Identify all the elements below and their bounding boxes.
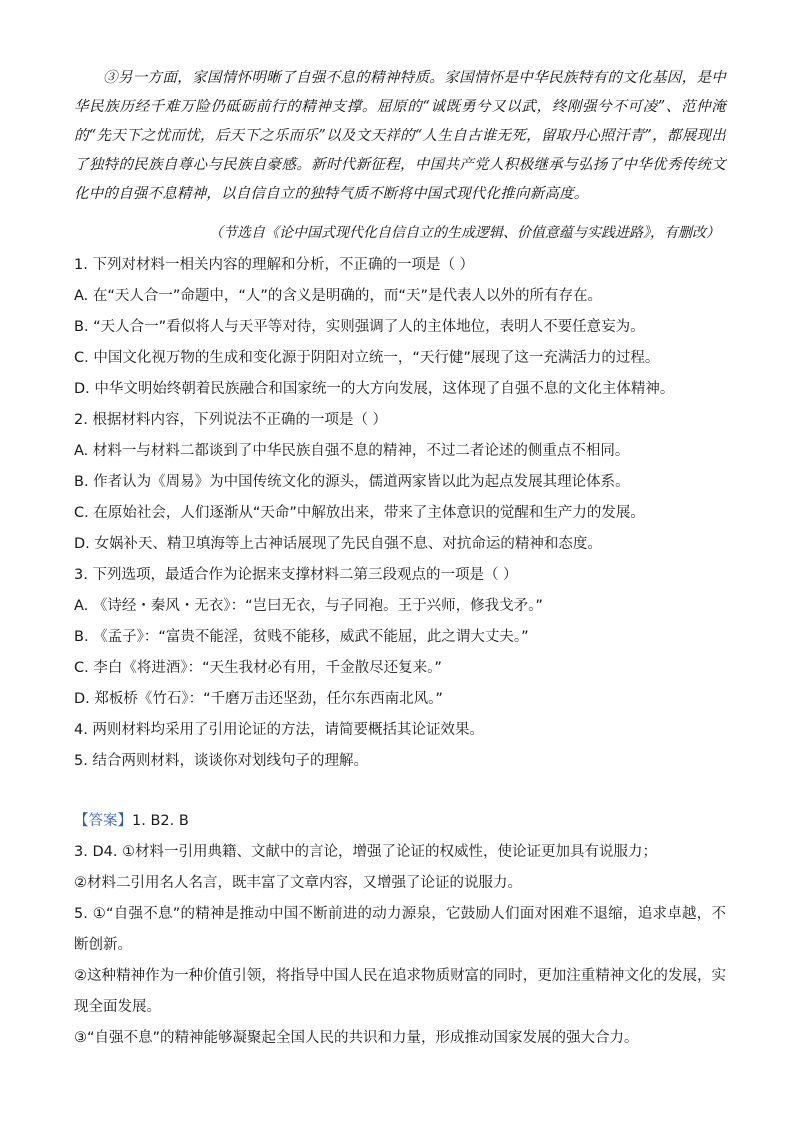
question-3-option-a: A. 《诗经・秦风・无衣》：“岂曰无衣，与子同袍。王于兴师，修我戈矛。” xyxy=(74,598,543,614)
answer-q4-point-2: ②材料二引用名人名言，既丰富了文章内容，又增强了论证的说服力。 xyxy=(74,875,522,891)
question-3-option-c: C. 李白《将进酒》：“天生我材必有用，千金散尽还复来。” xyxy=(74,660,442,676)
question-list xyxy=(74,250,726,777)
answer-q5-point-3: ③“自强不息”的精神能够凝聚起全国人民的共识和力量，形成推动国家发展的强大合力。 xyxy=(74,1030,639,1046)
question-1-stem: 1. 下列对材料一相关内容的理解和分析，不正确的一项是（ ） xyxy=(74,257,475,273)
question-5-stem: 5. 结合两则材料，谈谈你对划线句子的理解。 xyxy=(74,753,368,769)
question-1-option-a: A. 在“天人合一”命题中，“人”的含义是明确的，而“天”是代表人以外的所有存在。 xyxy=(74,288,602,304)
answer-q5-point-2: ②这种精神作为一种价值引领，将指导中国人民在追求物质财富的同时，更加注重精神文化的发展，实现全面发展。 xyxy=(74,968,726,1015)
answer-q5-point-1: 5. ①“自强不息”的精神是推动中国不断前进的动力源泉，它鼓励人们面对困难不退缩，追求卓越，不断创新。 xyxy=(74,906,726,953)
question-3-stem: 3. 下列选项，最适合作为论据来支撑材料二第三段观点的一项是（ ） xyxy=(74,567,518,583)
answer-line-1 xyxy=(74,806,726,837)
answer-tag: 【答案】 xyxy=(74,813,132,829)
answer-q3-q4-point-1: 3. D4. ①材料一引用典籍、文献中的言论，增强了论证的权威性，使论证更加具有说服力； xyxy=(74,844,658,860)
question-3-option-d: D. 郑板桥《竹石》：“千磨万击还坚劲，任尔东西南北风。” xyxy=(74,691,443,707)
question-1-option-c: C. 中国文化视万物的生成和变化源于阴阳对立统一，“天行健”展现了这一充满活力的过程。 xyxy=(74,350,660,366)
passage-source: （节选自《论中国式现代化自信自立的生成逻辑、价值意蕴与实践进路》，有删改） xyxy=(209,225,720,241)
question-2-option-b: B. 作者认为《周易》为中国传统文化的源头，儒道两家皆以此为起点发展其理论体系。 xyxy=(74,474,630,490)
question-3-option-b: B. 《孟子》：“富贵不能淫，贫贱不能移，威武不能屈，此之谓大丈夫。” xyxy=(74,629,529,645)
passage-paragraph: ③另一方面，家国情怀明晰了自强不息的精神特质。家国情怀是中华民族特有的文化基因，是中华民族历经千难万险仍砥砺前行的精神支撑。屈原的“诚既勇兮又以武，终刚强兮不可凌”、范仲淹的“先天下之忧而忧，后天下之乐而乐”以及文天祥的“人生自古谁无死，留取丹心照汗青”，都展现出了独特的民族自尊心与民族自豪感。新时代新征程，中国共产党人积极继承与弘扬了中华优秀传统文化中的自强不息精神，以自信自立的独特气质不断将中国式现代化推向新高度。 xyxy=(74,70,726,202)
question-2-option-d: D. 女娲补天、精卫填海等上古神话展现了先民自强不息、对抗命运的精神和态度。 xyxy=(74,536,602,552)
answer-q1-q2: 1. B2. B xyxy=(132,813,189,829)
question-4-stem: 4. 两则材料均采用了引用论证的方法，请简要概括其论证效果。 xyxy=(74,722,484,738)
question-2-stem: 2. 根据材料内容，下列说法不正确的一项是（ ） xyxy=(74,412,388,428)
question-2-option-c: C. 在原始社会，人们逐渐从“天命”中解放出来，带来了主体意识的觉醒和生产力的发展。 xyxy=(74,505,645,521)
question-1-option-b: B. “天人合一”看似将人与天平等对待，实则强调了人的主体地位，表明人不要任意妄为。 xyxy=(74,319,645,335)
question-1-option-d: D. 中华文明始终朝着民族融合和国家统一的大方向发展，这体现了自强不息的文化主体精神。 xyxy=(74,381,675,397)
answer-section xyxy=(74,806,726,1054)
question-2-option-a: A. 材料一与材料二都谈到了中华民族自强不息的精神，不过二者论述的侧重点不相同。 xyxy=(74,443,630,459)
